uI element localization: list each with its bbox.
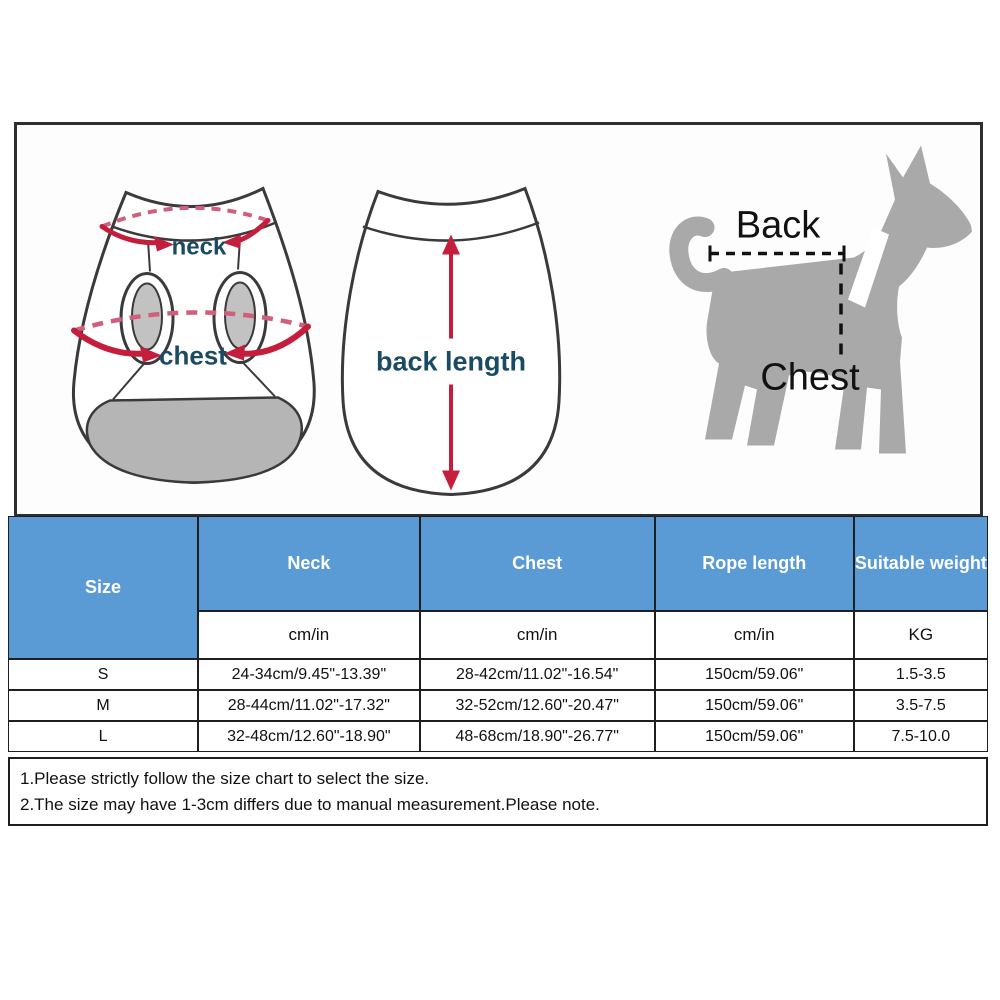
size-s-rope-cell: 150cm/59.06" <box>655 659 854 690</box>
size-table <box>8 516 988 752</box>
size-l-neck-cell: 32-48cm/12.60"-18.90" <box>198 721 419 752</box>
size-s-cell: S <box>8 659 198 690</box>
size-l-cell: L <box>8 721 198 752</box>
neck-unit-cell: cm/in <box>198 611 419 659</box>
size-l-chest-cell: 48-68cm/18.90"-26.77" <box>420 721 655 752</box>
chest-column-header: Chest <box>420 516 655 611</box>
measurement-diagram <box>17 125 980 514</box>
size-m-chest-cell: 32-52cm/12.60"-20.47" <box>420 690 655 721</box>
chest-label: chest <box>159 340 227 371</box>
size-l-weight-cell: 7.5-10.0 <box>854 721 988 752</box>
rope-length-unit-cell: cm/in <box>655 611 854 659</box>
suitable-weight-unit-cell: KG <box>854 611 988 659</box>
back-vest-figure <box>342 189 559 495</box>
neck-column-header: Neck <box>198 516 419 611</box>
note-line-1: 1.Please strictly follow the size chart to select the size. <box>20 768 430 788</box>
size-m-cell: M <box>8 690 198 721</box>
size-column-header: Size <box>8 516 198 659</box>
suitable-weight-column-header: Suitable weight <box>854 516 988 611</box>
dog-chest-label: Chest <box>760 356 860 399</box>
size-s-weight-cell: 1.5-3.5 <box>854 659 988 690</box>
chest-unit-cell: cm/in <box>420 611 655 659</box>
front-vest-figure <box>73 189 314 483</box>
note-line-2: 2.The size may have 1-3cm differs due to manual measurement.Please note. <box>20 794 600 814</box>
size-m-rope-cell: 150cm/59.06" <box>655 690 854 721</box>
size-m-neck-cell: 28-44cm/11.02"-17.32" <box>198 690 419 721</box>
dog-silhouette <box>705 146 972 454</box>
size-l-rope-cell: 150cm/59.06" <box>655 721 854 752</box>
size-s-neck-cell: 24-34cm/9.45"-13.39" <box>198 659 419 690</box>
size-m-weight-cell: 3.5-7.5 <box>854 690 988 721</box>
back-length-label: back length <box>375 346 527 377</box>
front-vest-hem <box>87 398 302 483</box>
size-s-chest-cell: 28-42cm/11.02"-16.54" <box>420 659 655 690</box>
measurement-diagram-panel <box>14 122 983 516</box>
rope-length-column-header: Rope length <box>655 516 854 611</box>
dog-back-label: Back <box>735 204 821 247</box>
dog-figure <box>679 146 972 454</box>
notes-box <box>8 757 988 826</box>
neck-label: neck <box>171 233 227 261</box>
